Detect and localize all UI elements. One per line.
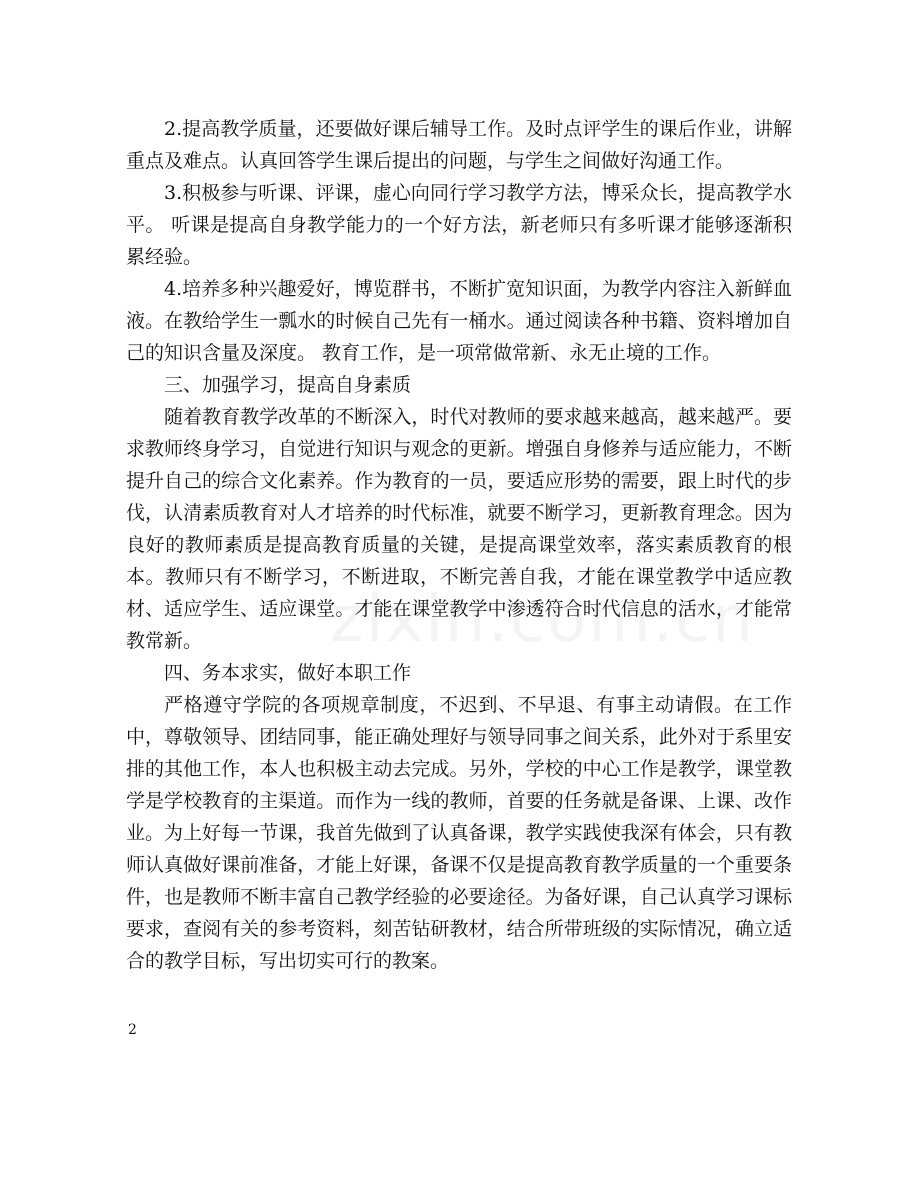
paragraph-item-3: 3.积极参与听课、评课，虚心向同行学习教学方法，博采众长，提高教学水平。 听课是提高自身教学能力的一个好方法，新老师只有多听课才能够逐渐积累经验。 — [126, 182, 792, 268]
page-number: 2 — [128, 1022, 137, 1038]
paragraph-item-4: 4.培养多种兴趣爱好，博览群书，不断扩宽知识面，为教学内容注入新鲜血液。在教给学生一瓢水的时候自己先有一桶水。通过阅读各种书籍、资料增加自己的知识含量及深度。 教育工作，是一项常做常新、永无止境的工作。 — [126, 278, 792, 364]
document-body — [126, 113, 792, 977]
section-heading-4: 四、务本求实，做好本职工作 — [164, 662, 412, 684]
section-3-paragraph: 随着教育教学改革的不断深入，时代对教师的要求越来越高，越来越严。要求教师终身学习，自觉进行知识与观念的更新。增强自身修养与适应能力，不断提升自己的综合文化素养。作为教育的一员，要适应形势的需要，跟上时代的步伐，认清素质教育对人才培养的时代标准，就要不断学习，更新教育理念。因为良好的教师素质是提高教育质量的关键，是提高课堂效率，落实素质教育的根本。教师只有不断学习，不断进取，不断完善自我，才能在课堂教学中适应教材、适应学生、适应课堂。才能在课堂教学中渗透符合时代信息的活水，才能常教常新。 — [126, 406, 792, 652]
section-heading-3: 三、加强学习，提高自身素质 — [164, 374, 412, 396]
section-4-paragraph: 严格遵守学院的各项规章制度，不迟到、不早退、有事主动请假。在工作中，尊敬领导、团结同事，能正确处理好与领导同事之间关系，此外对于系里安排的其他工作，本人也积极主动去完成。另外，学校的中心工作是教学，课堂教学是学校教育的主渠道。而作为一线的教师，首要的任务就是备课、上课、改作业。为上好每一节课，我首先做到了认真备课，教学实践使我深有体会，只有教师认真做好课前准备，才能上好课，备课不仅是提高教育教学质量的一个重要条件，也是教师不断丰富自己教学经验的必要途径。为备好课，自己认真学习课标要求，查阅有关的参考资料，刻苦钻研教材，结合所带班级的实际情况，确立适合的教学目标，写出切实可行的教案。 — [126, 694, 792, 972]
paragraph-item-2: 2.提高教学质量，还要做好课后辅导工作。及时点评学生的课后作业，讲解重点及难点。认真回答学生课后提出的问题，与学生之间做好沟通工作。 — [126, 118, 792, 172]
